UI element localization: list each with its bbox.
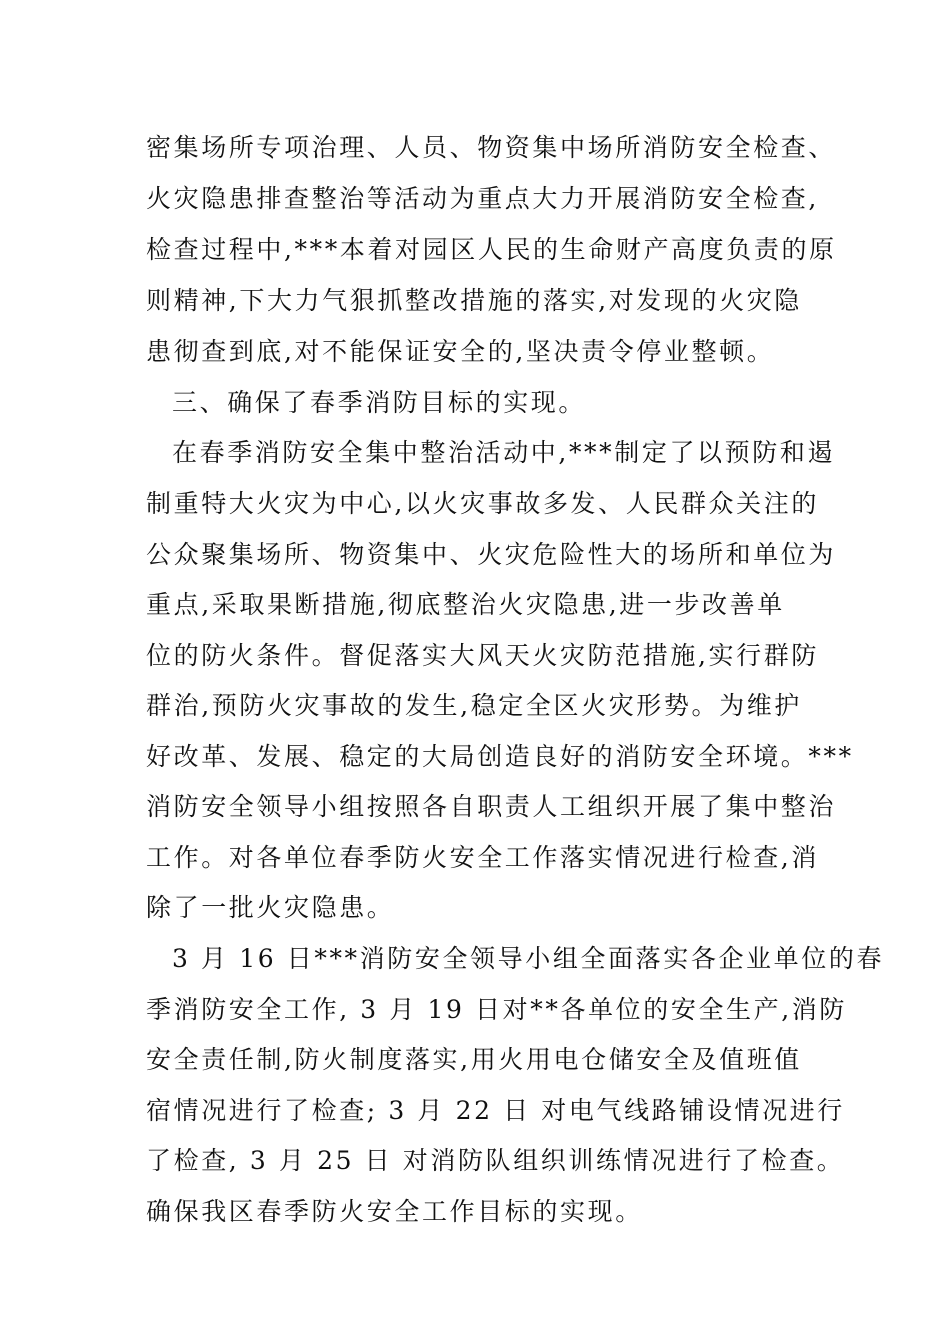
text-line: 在春季消防安全集中整治活动中,***制定了以预防和遏	[172, 438, 836, 467]
text-line: 重点,采取果断措施,彻底整治火灾隐患,进一步改善单	[146, 590, 785, 619]
text-line: 除了一批火灾隐患。	[146, 893, 395, 922]
section-heading: 三、确保了春季消防目标的实现。	[172, 388, 587, 417]
text-line: 密集场所专项治理、人员、物资集中场所消防安全检查、	[146, 133, 837, 162]
text-line: 消防安全领导小组按照各自职责人工组织开展了集中整治	[146, 792, 837, 821]
text-line: 好改革、发展、稳定的大局创造良好的消防安全环境。***	[146, 742, 854, 771]
text-line: 位的防火条件。督促落实大风天火灾防范措施,实行群防	[146, 641, 819, 670]
text-line: 则精神,下大力气狠抓整改措施的落实,对发现的火灾隐	[146, 286, 802, 315]
text-line: 了检查, 3 月 25 日 对消防队组织训练情况进行了检查。	[146, 1146, 845, 1175]
text-line: 制重特大火灾为中心,以火灾事故多发、人民群众关注的	[146, 489, 819, 518]
text-line: 公众聚集场所、物资集中、火灾危险性大的场所和单位为	[146, 540, 837, 569]
text-line: 宿情况进行了检查; 3 月 22 日 对电气线路铺设情况进行	[146, 1096, 845, 1125]
text-line: 确保我区春季防火安全工作目标的实现。	[146, 1197, 643, 1226]
text-line: 群治,预防火灾事故的发生,稳定全区火灾形势。为维护	[146, 691, 802, 720]
text-line: 患彻查到底,对不能保证安全的,坚决责令停业整顿。	[146, 337, 775, 366]
text-line: 工作。对各单位春季防火安全工作落实情况进行检查,消	[146, 843, 819, 872]
text-line: 安全责任制,防火制度落实,用火用电仓储安全及值班值	[146, 1045, 802, 1074]
text-line: 季消防安全工作, 3 月 19 日对**各单位的安全生产,消防	[146, 995, 847, 1024]
text-line: 检查过程中,***本着对园区人民的生命财产高度负责的原	[146, 235, 837, 264]
text-line: 3 月 16 日***消防安全领导小组全面落实各企业单位的春	[172, 944, 885, 973]
text-line: 火灾隐患排查整治等活动为重点大力开展消防安全检查,	[146, 184, 819, 213]
